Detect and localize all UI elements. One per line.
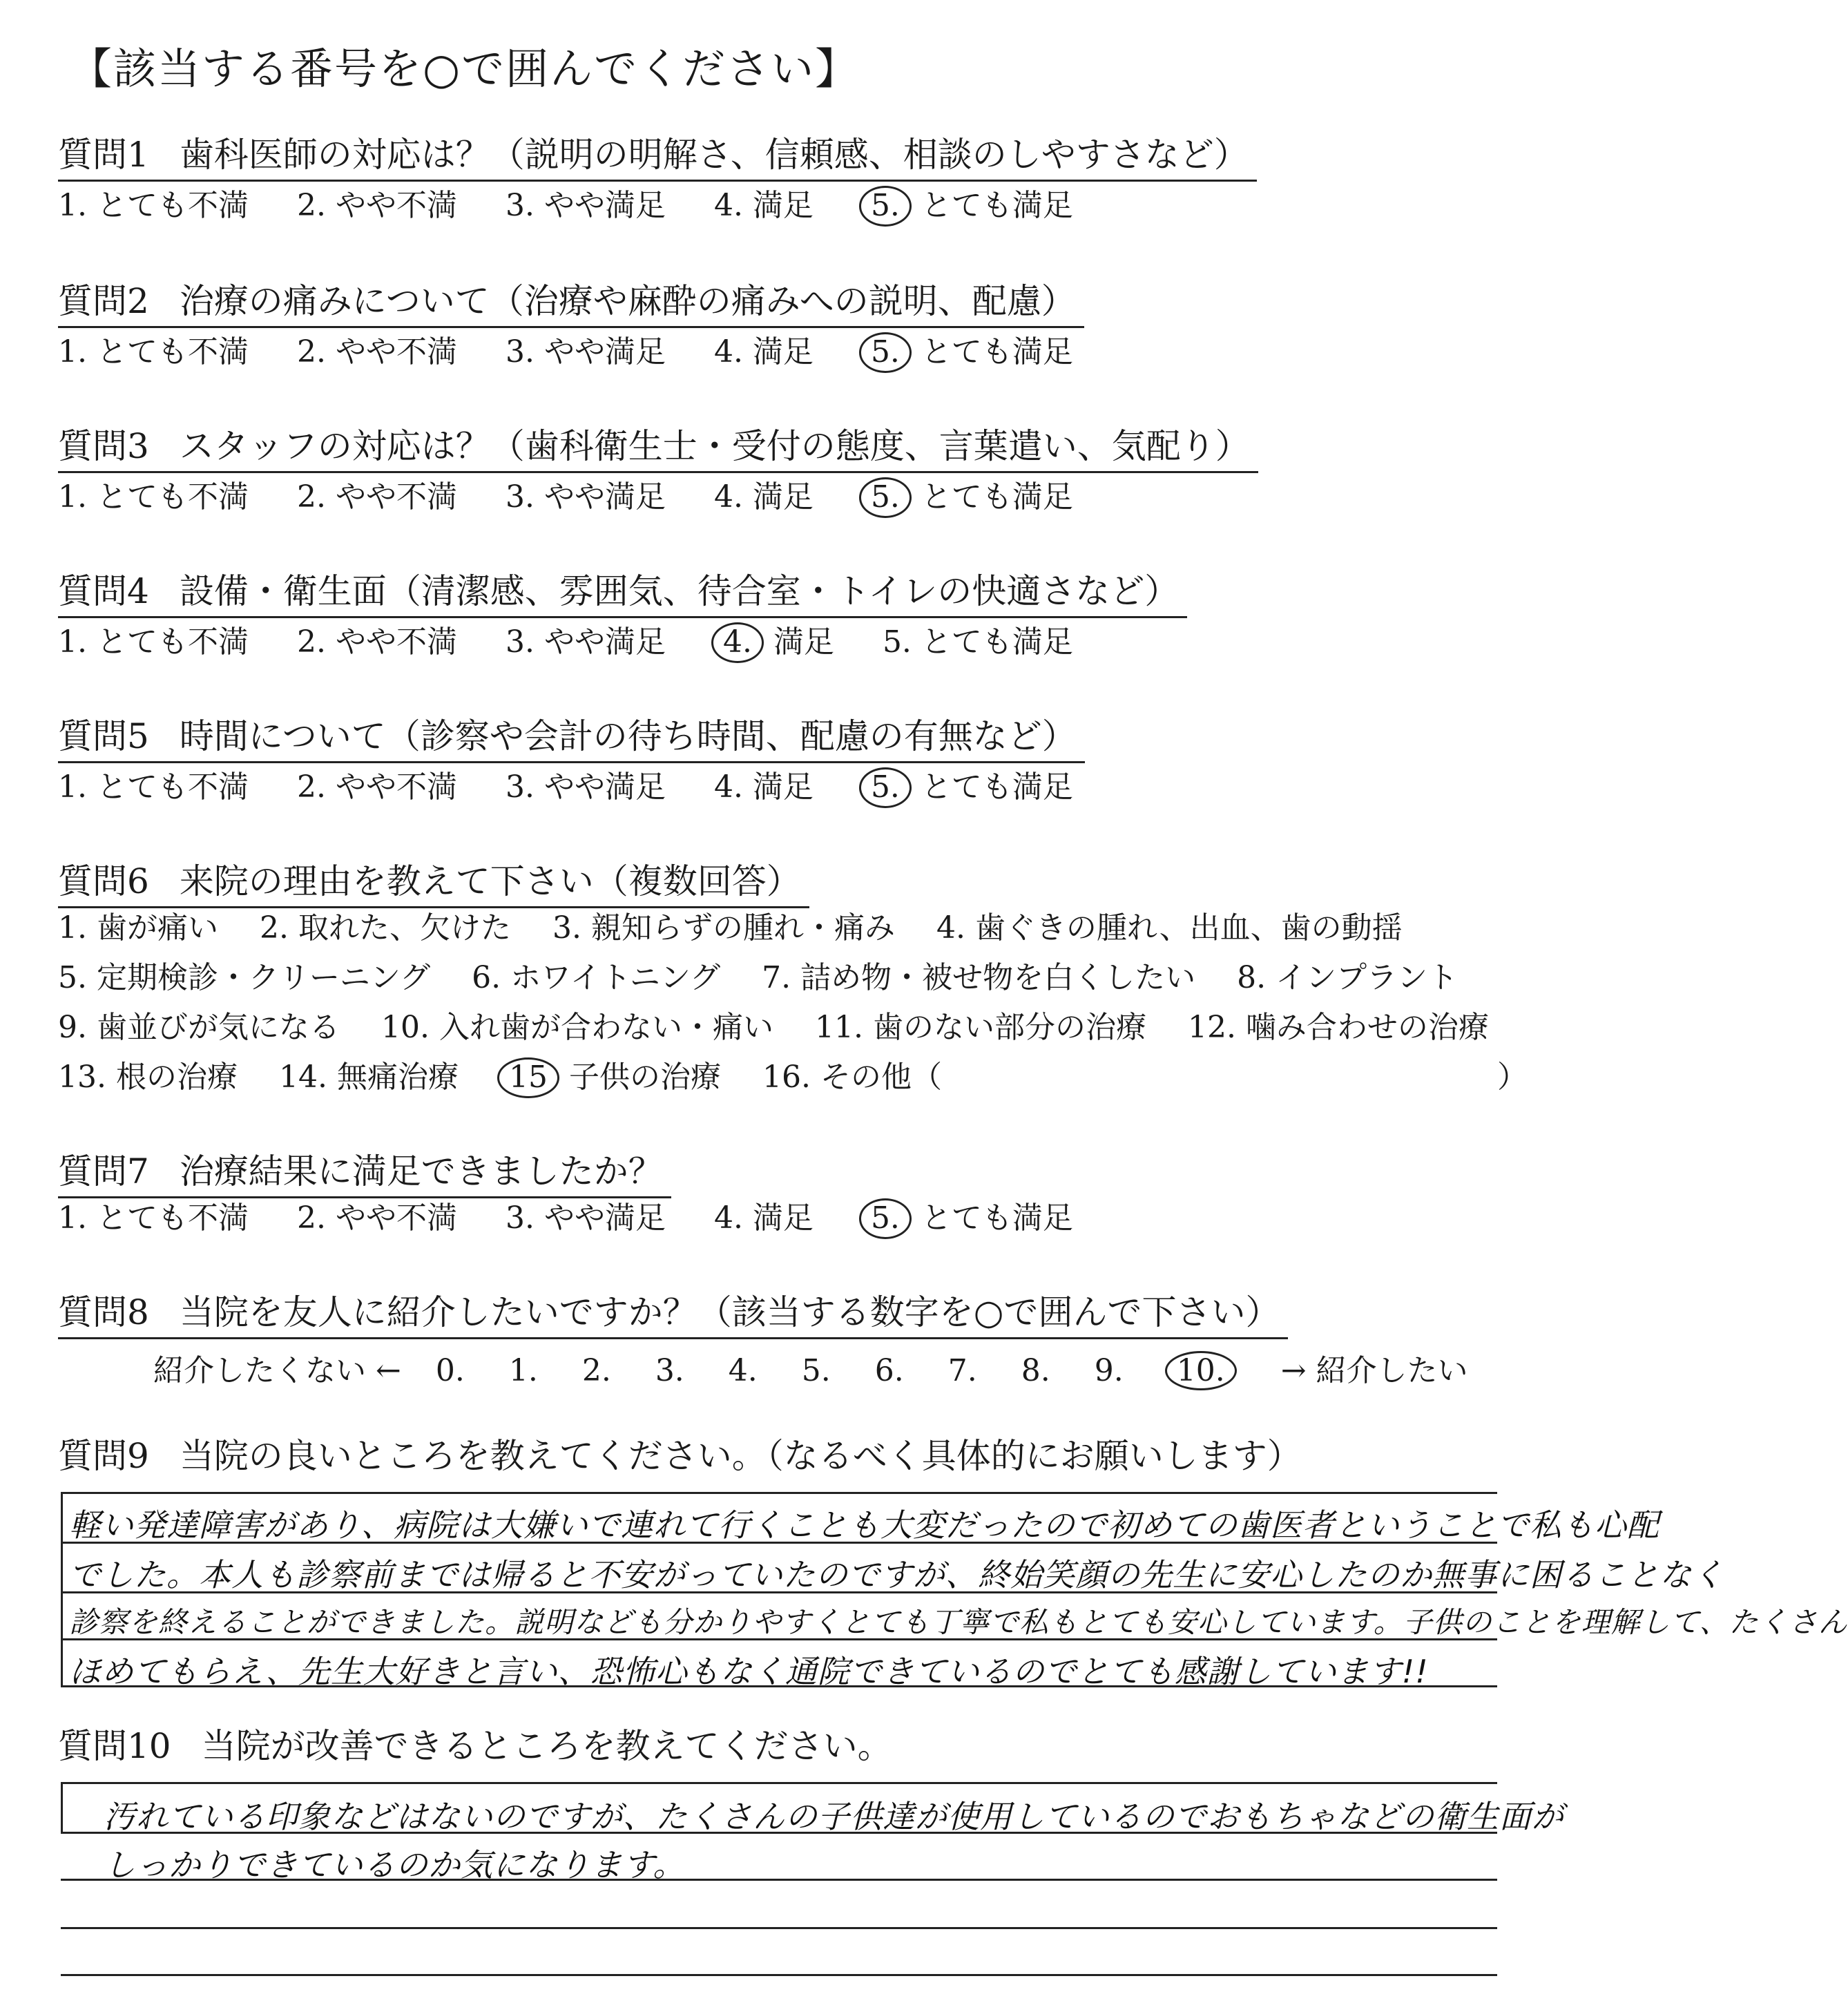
- option-2[interactable]: 2. やや不満: [296, 479, 457, 515]
- option-2[interactable]: 2. やや不満: [296, 334, 457, 370]
- reason-option[interactable]: 4. 歯ぐきの腫れ、出血、歯の動揺: [936, 910, 1403, 946]
- question-9-text: 当院の良いところを教えてください。（なるべく具体的にお願いします）: [179, 1436, 1302, 1476]
- reason-option[interactable]: 2. 取れた、欠けた: [259, 910, 511, 946]
- answer-box-top: [61, 1492, 1497, 1494]
- reason-option[interactable]: 1. 歯が痛い: [58, 910, 218, 946]
- option-3[interactable]: 3. やや満足: [505, 334, 666, 370]
- other-close-paren: ）: [1497, 1060, 1528, 1095]
- option-5-selected[interactable]: 5. とても満足: [862, 1200, 1073, 1237]
- option-1[interactable]: 1. とても不満: [58, 624, 249, 660]
- option-5-selected[interactable]: 5. とても満足: [862, 334, 1073, 371]
- answer-rule: [61, 1685, 1497, 1687]
- question-7-options: [58, 1200, 1112, 1237]
- recommend-label: → 紹介したい: [1280, 1353, 1468, 1388]
- selection-circle: 5.: [859, 477, 912, 518]
- reason-option[interactable]: 6. ホワイトニング: [472, 960, 721, 995]
- scale-4[interactable]: 4.: [728, 1353, 758, 1388]
- scale-6[interactable]: 6.: [874, 1353, 904, 1388]
- reason-option[interactable]: 12. 噛み合わせの治療: [1187, 1010, 1489, 1045]
- option-1[interactable]: 1. とても不満: [58, 188, 249, 223]
- scale-5[interactable]: 5.: [801, 1353, 831, 1388]
- question-4-options: [58, 624, 1112, 661]
- question-8-label: 質問8: [58, 1292, 149, 1332]
- question-9-label: 質問9: [58, 1436, 149, 1476]
- question-1-text: 歯科医師の対応は？（説明の明解さ、信頼感、相談のしやすさなど）: [179, 135, 1249, 175]
- selection-circle: 15: [497, 1057, 559, 1098]
- question-5-options: [58, 769, 1112, 806]
- question-7-heading: [58, 1152, 671, 1198]
- question-6-heading: [58, 862, 809, 908]
- question-3-heading: [58, 427, 1258, 473]
- handwritten-answer-line: 診察を終えることができました。説明なども分かりやすくとても丁寧で私もとても安心しています。子供のことを理解して、たくさん: [69, 1605, 1848, 1639]
- handwritten-answer-line: でした。本人も診察前までは帰ると不安がっていたのですが、終始笑顔の先生に安心したのか無事に困ることなく: [69, 1556, 1724, 1593]
- option-5-selected[interactable]: 5. とても満足: [862, 479, 1073, 516]
- question-4-label: 質問4: [58, 571, 149, 611]
- handwritten-answer-line: ほめてもらえ、先生大好きと言い、恐怖心もなく通院できているのでとても感謝しています!!: [69, 1653, 1429, 1690]
- selection-circle: 4.: [711, 622, 764, 663]
- option-4[interactable]: 4. 満足: [713, 479, 814, 515]
- reason-option[interactable]: 5. 定期検診・クリーニング: [58, 960, 431, 995]
- question-1-heading: [58, 135, 1257, 182]
- reason-option[interactable]: 11. 歯のない部分の治療: [814, 1010, 1146, 1045]
- reason-option[interactable]: 8. インプラント: [1237, 960, 1459, 995]
- option-2[interactable]: 2. やや不満: [296, 769, 457, 805]
- answer-box-top: [61, 1782, 1497, 1784]
- question-4-heading: [58, 572, 1187, 618]
- option-4[interactable]: 4. 満足: [713, 769, 814, 805]
- scale-7[interactable]: 7.: [947, 1353, 977, 1388]
- scale-1[interactable]: 1.: [508, 1353, 538, 1388]
- scale-9[interactable]: 9.: [1094, 1353, 1124, 1388]
- question-8-heading: [58, 1293, 1288, 1339]
- option-4[interactable]: 4. 満足: [713, 334, 814, 370]
- question-10-heading: [58, 1727, 901, 1771]
- question-5-text: 時間について（診察や会計の待ち時間、配慮の有無など）: [179, 716, 1077, 756]
- question-7-text: 治療結果に満足できましたか？: [179, 1151, 663, 1191]
- reason-option[interactable]: 14. 無痛治療: [278, 1060, 459, 1095]
- option-5[interactable]: 5. とても満足: [882, 624, 1073, 660]
- option-4-selected[interactable]: 4. 満足: [714, 624, 834, 661]
- option-5-selected[interactable]: 5. とても満足: [862, 188, 1073, 224]
- option-3[interactable]: 3. やや満足: [505, 1200, 666, 1236]
- selection-circle: 5.: [859, 1198, 912, 1239]
- question-2-heading: [58, 282, 1084, 328]
- option-2[interactable]: 2. やや不満: [296, 624, 457, 660]
- question-10-label: 質問10: [58, 1726, 171, 1766]
- reason-option-selected[interactable]: 15 子供の治療: [500, 1060, 721, 1096]
- not-recommend-label: 紹介したくない ←: [153, 1353, 401, 1388]
- question-6-row-1: [58, 910, 1434, 947]
- reason-option[interactable]: 13. 根の治療: [58, 1060, 238, 1095]
- question-3-text: スタッフの対応は？（歯科衛生士・受付の態度、言葉遣い、気配り）: [179, 426, 1250, 466]
- question-3-label: 質問3: [58, 426, 149, 466]
- handwritten-answer-line: 軽い発達障害があり、病院は大嫌いで連れて行くことも大変だったので初めての歯医者ということで私も心配: [69, 1506, 1659, 1544]
- page-title: 【該当する番号を○で囲んでください】: [69, 44, 860, 94]
- option-1[interactable]: 1. とても不満: [58, 769, 249, 805]
- option-3[interactable]: 3. やや満足: [505, 769, 666, 805]
- question-2-text: 治療の痛みについて（治療や麻酔の痛みへの説明、配慮）: [179, 281, 1076, 321]
- selection-circle: 5.: [859, 767, 912, 808]
- option-2[interactable]: 2. やや不満: [296, 188, 457, 223]
- reason-option[interactable]: 10. 入れ歯が合わない・痛い: [381, 1010, 773, 1045]
- answer-rule: [61, 1927, 1497, 1929]
- answer-rule: [61, 1974, 1497, 1976]
- selection-circle: 5.: [859, 186, 912, 227]
- answer-rule: [61, 1591, 1497, 1593]
- scale-2[interactable]: 2.: [581, 1353, 611, 1388]
- question-6-row-3: [58, 1010, 1521, 1046]
- question-6-row-2: [58, 960, 1490, 997]
- question-9-heading: [58, 1437, 1310, 1481]
- answer-box-side: [61, 1782, 63, 1832]
- question-8-text: 当院を友人に紹介したいですか？（該当する数字を○で囲んで下さい）: [179, 1292, 1280, 1332]
- question-1-options: [58, 188, 1112, 224]
- handwritten-answer-line: しっかりできているのか気になります。: [104, 1846, 686, 1884]
- answer-box-side: [61, 1492, 63, 1685]
- scale-10-selected[interactable]: 10.: [1165, 1351, 1237, 1390]
- option-3[interactable]: 3. やや満足: [505, 479, 666, 515]
- option-2[interactable]: 2. やや不満: [296, 1200, 457, 1236]
- question-10-text: 当院が改善できるところを教えてください。: [201, 1726, 892, 1766]
- selection-circle: 5.: [859, 332, 912, 373]
- answer-rule: [61, 1832, 1497, 1834]
- question-6-text: 来院の理由を教えて下さい（複数回答）: [179, 861, 801, 901]
- option-1[interactable]: 1. とても不満: [58, 1200, 249, 1236]
- question-2-options: [58, 334, 1112, 371]
- scale-3[interactable]: 3.: [655, 1353, 684, 1388]
- option-4[interactable]: 4. 満足: [713, 1200, 814, 1236]
- question-3-options: [58, 479, 1112, 516]
- reason-option-other[interactable]: 16. その他（: [762, 1060, 942, 1095]
- question-6-label: 質問6: [58, 861, 149, 901]
- question-4-text: 設備・衛生面（清潔感、雰囲気、待合室・トイレの快適さなど）: [179, 571, 1180, 611]
- option-3[interactable]: 3. やや満足: [505, 624, 666, 660]
- answer-rule: [61, 1542, 1497, 1544]
- question-6-row-4: [58, 1060, 974, 1096]
- option-4[interactable]: 4. 満足: [713, 188, 814, 223]
- question-5-label: 質問5: [58, 716, 149, 756]
- reason-option[interactable]: 7. 詰め物・被せ物を白くしたい: [762, 960, 1196, 995]
- scale-0[interactable]: 0.: [435, 1353, 465, 1388]
- option-3[interactable]: 3. やや満足: [505, 188, 666, 223]
- reason-option[interactable]: 9. 歯並びが気になる: [58, 1010, 340, 1045]
- scale-8[interactable]: 8.: [1021, 1353, 1050, 1388]
- option-5-selected[interactable]: 5. とても満足: [862, 769, 1073, 806]
- question-1-label: 質問1: [58, 135, 149, 175]
- answer-rule: [61, 1638, 1497, 1640]
- question-2-label: 質問2: [58, 281, 149, 321]
- question-7-label: 質問7: [58, 1151, 149, 1191]
- question-5-heading: [58, 717, 1085, 763]
- answer-rule: [61, 1879, 1497, 1881]
- recommend-scale: [153, 1345, 1503, 1390]
- option-1[interactable]: 1. とても不満: [58, 479, 249, 515]
- handwritten-answer-line: 汚れている印象などはないのですが、たくさんの子供達が使用しているのでおもちゃなどの衛生面が: [104, 1798, 1564, 1835]
- option-1[interactable]: 1. とても不満: [58, 334, 249, 370]
- reason-option[interactable]: 3. 親知らずの腫れ・痛み: [552, 910, 895, 946]
